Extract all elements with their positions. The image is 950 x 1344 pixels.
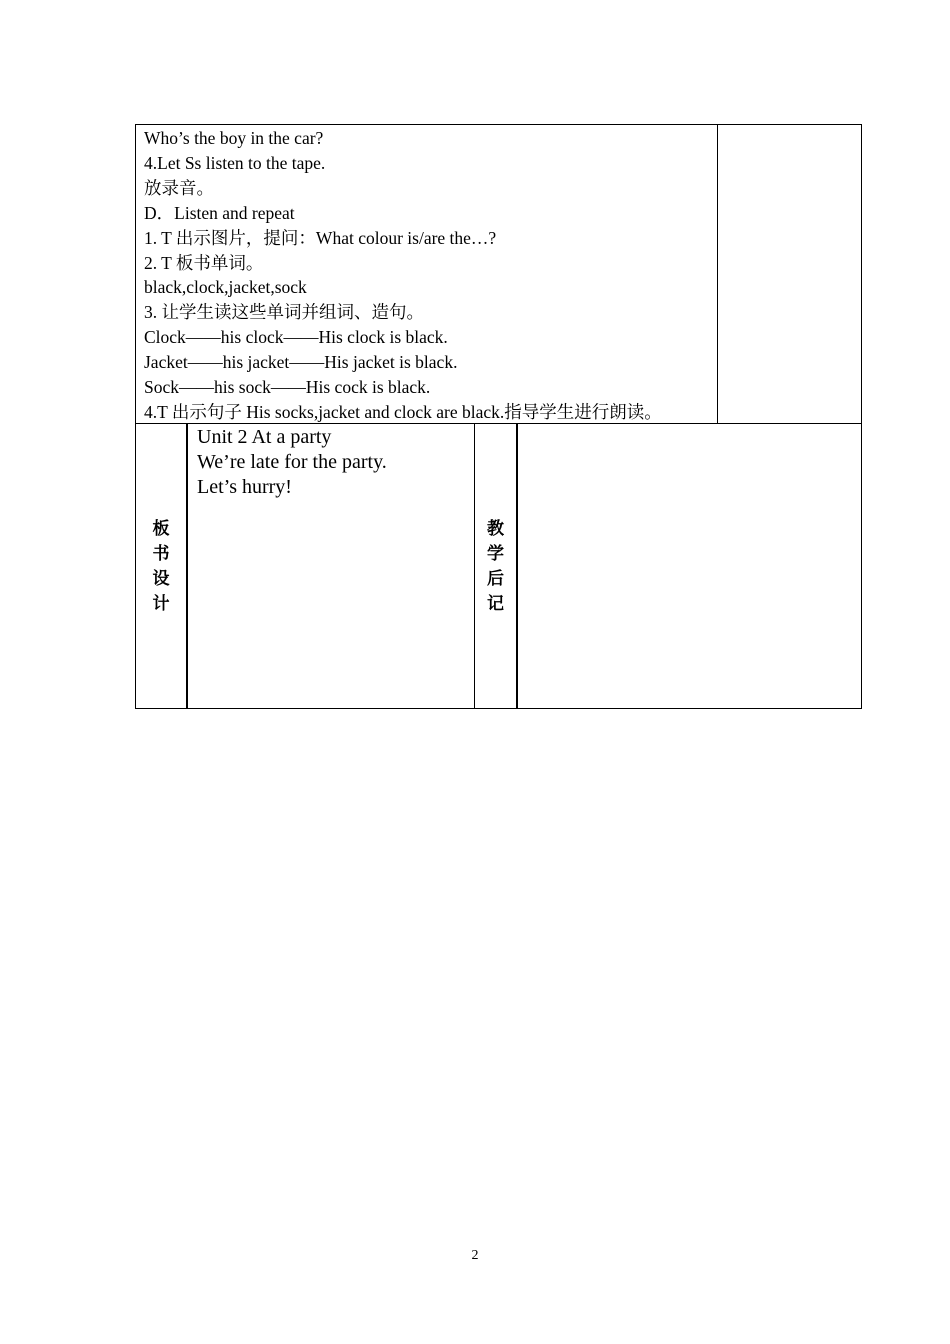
- board-design-content: [188, 424, 475, 708]
- teaching-notes-label: 教 学 后 记: [487, 519, 504, 614]
- board-design-label: 板 书 设 计: [152, 519, 170, 614]
- board-line: We’re late for the party.: [197, 451, 387, 473]
- lesson-steps-cell: [136, 125, 718, 423]
- lesson-step-line: 2. T 板书单词。: [144, 252, 264, 273]
- board-design-label-cell: [136, 424, 188, 708]
- lesson-step-line: Sock——his sock——His cock is black.: [144, 377, 431, 398]
- lesson-step-line: D．Listen and repeat: [144, 202, 295, 223]
- lesson-step-line: 1. T 出示图片，提问：What colour is/are the…?: [144, 227, 497, 248]
- teaching-notes-content: [518, 424, 862, 708]
- board-line: Let’s hurry!: [197, 476, 292, 498]
- lesson-step-line: 4.Let Ss listen to the tape.: [144, 152, 326, 173]
- lesson-step-line: 3. 让学生读这些单词并组词、造句。: [144, 302, 424, 323]
- lesson-step-line: black,clock,jacket,sock: [144, 277, 307, 298]
- lesson-step-line: Clock——his clock——His clock is black.: [144, 327, 448, 348]
- lesson-step-line: Who’s the boy in the car?: [144, 128, 324, 148]
- lesson-steps-table: [135, 124, 862, 424]
- lesson-step-line: Jacket——his jacket——His jacket is black.: [144, 352, 458, 373]
- board-line: Unit 2 At a party: [197, 426, 332, 448]
- teaching-notes-label-cell: [475, 424, 518, 708]
- page-number: 2: [471, 1248, 479, 1263]
- board-notes-table: [135, 423, 862, 709]
- lesson-step-line: 4.T 出示句子 His socks,jacket and clock are black.指导学生进行朗读。: [144, 401, 662, 422]
- lesson-step-line: 放录音。: [144, 177, 214, 198]
